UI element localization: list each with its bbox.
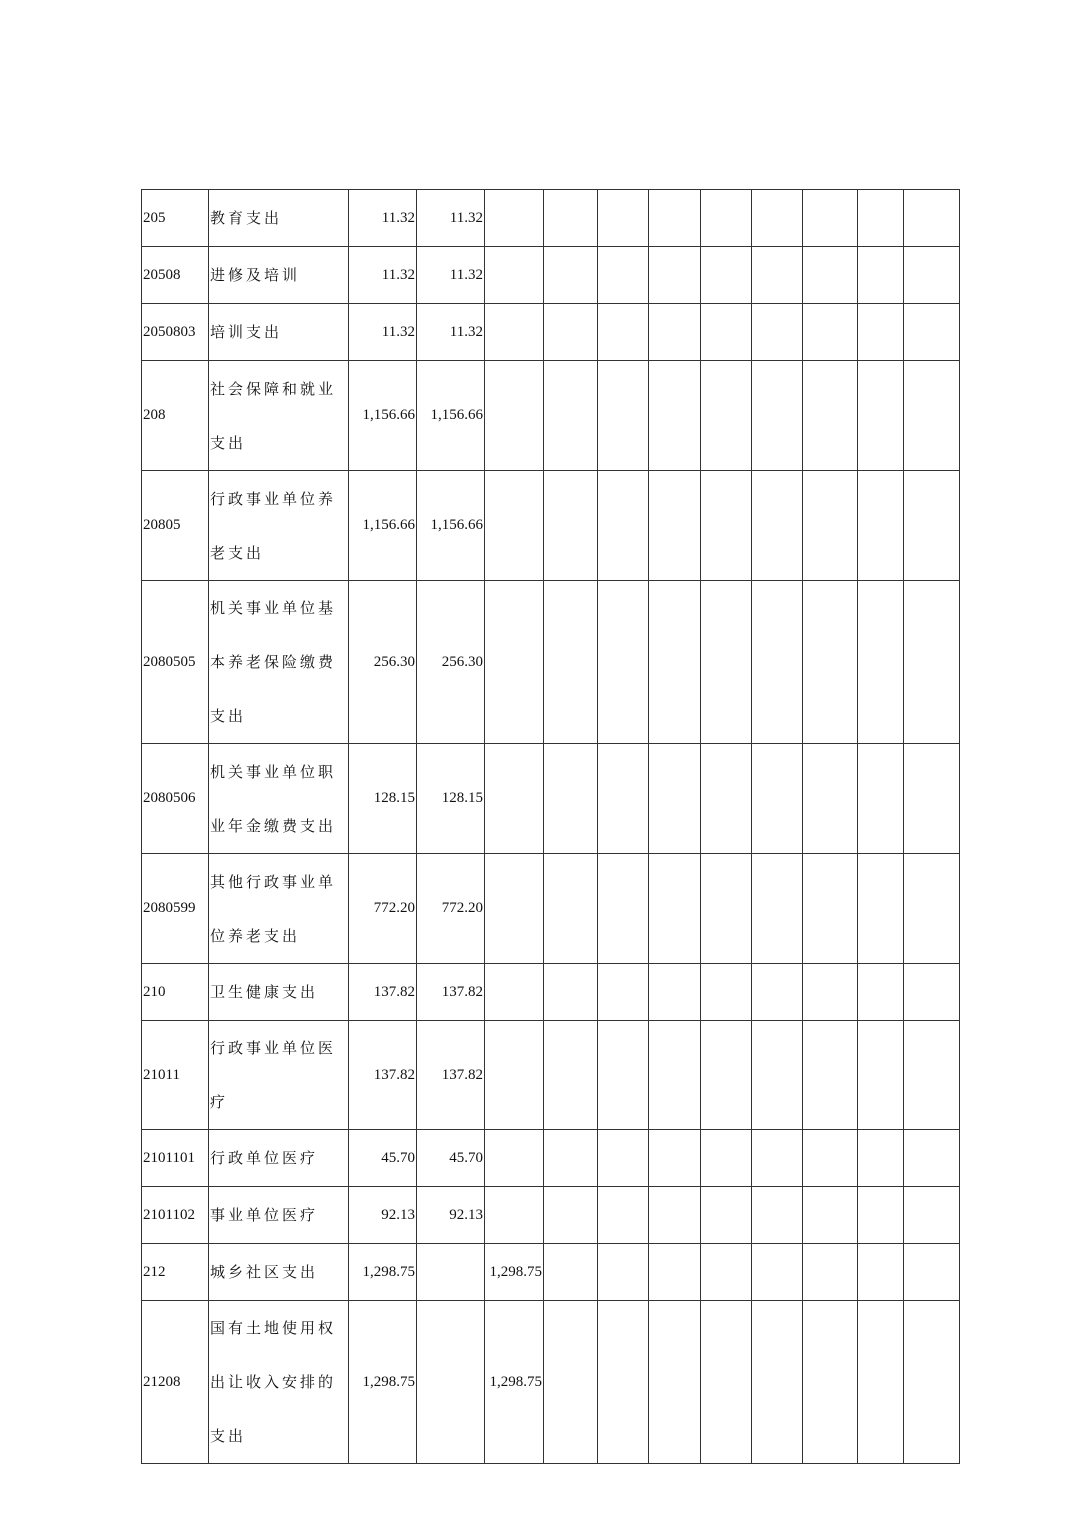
empty-cell [752, 744, 803, 854]
table-row [142, 190, 960, 247]
empty-cell [803, 361, 858, 471]
empty-cell [803, 1244, 858, 1301]
empty-cell [701, 361, 752, 471]
empty-cell [803, 744, 858, 854]
cell-name: 培训支出 [209, 304, 349, 361]
cell-general-budget: 772.20 [417, 854, 485, 964]
cell-total: 256.30 [349, 581, 417, 744]
empty-cell [803, 304, 858, 361]
cell-name: 国有土地使用权出让收入安排的支出 [209, 1301, 349, 1464]
empty-cell [649, 361, 701, 471]
cell-fund-budget [485, 581, 544, 744]
empty-cell [752, 1021, 803, 1130]
table-row [142, 1301, 960, 1464]
cell-code: 2080505 [142, 581, 209, 744]
empty-cell [904, 1187, 960, 1244]
empty-cell [701, 1301, 752, 1464]
empty-cell [904, 247, 960, 304]
budget-expenditure-table [141, 189, 960, 1464]
cell-general-budget: 45.70 [417, 1130, 485, 1187]
table-row [142, 471, 960, 581]
empty-cell [858, 304, 904, 361]
empty-cell [752, 247, 803, 304]
empty-cell [803, 471, 858, 581]
empty-cell [649, 1130, 701, 1187]
empty-cell [649, 1021, 701, 1130]
empty-cell [701, 1130, 752, 1187]
empty-cell [701, 581, 752, 744]
cell-fund-budget [485, 964, 544, 1021]
empty-cell [752, 361, 803, 471]
empty-cell [904, 581, 960, 744]
cell-total: 1,298.75 [349, 1244, 417, 1301]
cell-total: 45.70 [349, 1130, 417, 1187]
empty-cell [649, 1244, 701, 1301]
cell-total: 1,298.75 [349, 1301, 417, 1464]
empty-cell [701, 1187, 752, 1244]
empty-cell [598, 471, 649, 581]
cell-code: 2080506 [142, 744, 209, 854]
empty-cell [858, 744, 904, 854]
cell-general-budget [417, 1244, 485, 1301]
cell-total: 11.32 [349, 304, 417, 361]
cell-general-budget: 11.32 [417, 247, 485, 304]
cell-total: 137.82 [349, 964, 417, 1021]
empty-cell [544, 1244, 598, 1301]
cell-name: 事业单位医疗 [209, 1187, 349, 1244]
table-row [142, 1021, 960, 1130]
table-row [142, 304, 960, 361]
cell-fund-budget [485, 1021, 544, 1130]
empty-cell [701, 471, 752, 581]
empty-cell [858, 1021, 904, 1130]
cell-name: 教育支出 [209, 190, 349, 247]
empty-cell [544, 1187, 598, 1244]
empty-cell [752, 304, 803, 361]
cell-total: 92.13 [349, 1187, 417, 1244]
cell-code: 20805 [142, 471, 209, 581]
empty-cell [752, 964, 803, 1021]
empty-cell [598, 304, 649, 361]
cell-fund-budget [485, 247, 544, 304]
empty-cell [803, 190, 858, 247]
empty-cell [752, 1244, 803, 1301]
cell-total: 137.82 [349, 1021, 417, 1130]
empty-cell [803, 1187, 858, 1244]
cell-name: 行政事业单位养老支出 [209, 471, 349, 581]
cell-general-budget: 137.82 [417, 1021, 485, 1130]
table-row [142, 581, 960, 744]
cell-total: 1,156.66 [349, 471, 417, 581]
cell-total: 128.15 [349, 744, 417, 854]
cell-code: 2101101 [142, 1130, 209, 1187]
empty-cell [858, 190, 904, 247]
table-body [142, 190, 960, 1464]
empty-cell [904, 471, 960, 581]
empty-cell [544, 247, 598, 304]
empty-cell [752, 854, 803, 964]
cell-fund-budget [485, 304, 544, 361]
empty-cell [598, 1130, 649, 1187]
empty-cell [544, 361, 598, 471]
cell-code: 208 [142, 361, 209, 471]
cell-general-budget: 92.13 [417, 1187, 485, 1244]
empty-cell [598, 247, 649, 304]
empty-cell [752, 1130, 803, 1187]
empty-cell [701, 190, 752, 247]
empty-cell [598, 1301, 649, 1464]
cell-name: 进修及培训 [209, 247, 349, 304]
empty-cell [598, 744, 649, 854]
empty-cell [803, 1301, 858, 1464]
cell-general-budget [417, 1301, 485, 1464]
empty-cell [904, 964, 960, 1021]
cell-code: 2050803 [142, 304, 209, 361]
empty-cell [752, 190, 803, 247]
empty-cell [598, 1021, 649, 1130]
empty-cell [701, 854, 752, 964]
table-row [142, 964, 960, 1021]
empty-cell [858, 1130, 904, 1187]
empty-cell [649, 1187, 701, 1244]
cell-total: 11.32 [349, 190, 417, 247]
empty-cell [858, 854, 904, 964]
cell-code: 210 [142, 964, 209, 1021]
empty-cell [701, 247, 752, 304]
empty-cell [858, 581, 904, 744]
empty-cell [858, 471, 904, 581]
empty-cell [598, 190, 649, 247]
cell-fund-budget [485, 190, 544, 247]
cell-code: 2101102 [142, 1187, 209, 1244]
empty-cell [649, 744, 701, 854]
empty-cell [752, 471, 803, 581]
empty-cell [649, 190, 701, 247]
empty-cell [544, 304, 598, 361]
empty-cell [649, 581, 701, 744]
cell-name: 行政事业单位医疗 [209, 1021, 349, 1130]
table-row [142, 1187, 960, 1244]
empty-cell [904, 744, 960, 854]
cell-name: 机关事业单位基本养老保险缴费支出 [209, 581, 349, 744]
table-row [142, 1130, 960, 1187]
empty-cell [649, 1301, 701, 1464]
empty-cell [803, 581, 858, 744]
cell-general-budget: 11.32 [417, 304, 485, 361]
empty-cell [904, 854, 960, 964]
cell-name: 社会保障和就业支出 [209, 361, 349, 471]
cell-general-budget: 256.30 [417, 581, 485, 744]
table-row [142, 247, 960, 304]
cell-name: 卫生健康支出 [209, 964, 349, 1021]
empty-cell [803, 964, 858, 1021]
table-row [142, 854, 960, 964]
empty-cell [904, 1130, 960, 1187]
empty-cell [701, 1244, 752, 1301]
empty-cell [803, 1021, 858, 1130]
empty-cell [803, 1130, 858, 1187]
empty-cell [701, 1021, 752, 1130]
empty-cell [858, 1301, 904, 1464]
empty-cell [598, 964, 649, 1021]
table-row [142, 744, 960, 854]
empty-cell [904, 1021, 960, 1130]
cell-general-budget: 1,156.66 [417, 361, 485, 471]
empty-cell [904, 1244, 960, 1301]
empty-cell [858, 964, 904, 1021]
empty-cell [544, 581, 598, 744]
empty-cell [803, 247, 858, 304]
cell-fund-budget [485, 471, 544, 581]
cell-code: 21011 [142, 1021, 209, 1130]
empty-cell [598, 361, 649, 471]
empty-cell [904, 304, 960, 361]
empty-cell [904, 361, 960, 471]
empty-cell [544, 1301, 598, 1464]
empty-cell [544, 964, 598, 1021]
empty-cell [904, 190, 960, 247]
empty-cell [649, 964, 701, 1021]
empty-cell [544, 1130, 598, 1187]
empty-cell [649, 854, 701, 964]
empty-cell [858, 1187, 904, 1244]
cell-general-budget: 1,156.66 [417, 471, 485, 581]
cell-code: 2080599 [142, 854, 209, 964]
empty-cell [858, 361, 904, 471]
cell-code: 212 [142, 1244, 209, 1301]
empty-cell [598, 854, 649, 964]
empty-cell [544, 744, 598, 854]
cell-code: 205 [142, 190, 209, 247]
cell-fund-budget: 1,298.75 [485, 1301, 544, 1464]
table-row [142, 361, 960, 471]
empty-cell [858, 247, 904, 304]
cell-total: 11.32 [349, 247, 417, 304]
cell-fund-budget [485, 744, 544, 854]
empty-cell [701, 304, 752, 361]
cell-fund-budget [485, 854, 544, 964]
empty-cell [649, 471, 701, 581]
empty-cell [598, 1244, 649, 1301]
empty-cell [701, 744, 752, 854]
empty-cell [544, 190, 598, 247]
empty-cell [803, 854, 858, 964]
cell-general-budget: 11.32 [417, 190, 485, 247]
empty-cell [904, 1301, 960, 1464]
empty-cell [649, 247, 701, 304]
empty-cell [544, 854, 598, 964]
cell-fund-budget [485, 1187, 544, 1244]
empty-cell [858, 1244, 904, 1301]
cell-total: 1,156.66 [349, 361, 417, 471]
cell-general-budget: 128.15 [417, 744, 485, 854]
cell-code: 21208 [142, 1301, 209, 1464]
empty-cell [544, 1021, 598, 1130]
empty-cell [649, 304, 701, 361]
cell-name: 其他行政事业单位养老支出 [209, 854, 349, 964]
cell-name: 城乡社区支出 [209, 1244, 349, 1301]
cell-code: 20508 [142, 247, 209, 304]
empty-cell [752, 1187, 803, 1244]
empty-cell [598, 581, 649, 744]
cell-name: 行政单位医疗 [209, 1130, 349, 1187]
cell-general-budget: 137.82 [417, 964, 485, 1021]
cell-fund-budget [485, 361, 544, 471]
cell-total: 772.20 [349, 854, 417, 964]
cell-fund-budget: 1,298.75 [485, 1244, 544, 1301]
empty-cell [752, 1301, 803, 1464]
table-row [142, 1244, 960, 1301]
cell-name: 机关事业单位职业年金缴费支出 [209, 744, 349, 854]
empty-cell [752, 581, 803, 744]
empty-cell [598, 1187, 649, 1244]
empty-cell [701, 964, 752, 1021]
cell-fund-budget [485, 1130, 544, 1187]
empty-cell [544, 471, 598, 581]
